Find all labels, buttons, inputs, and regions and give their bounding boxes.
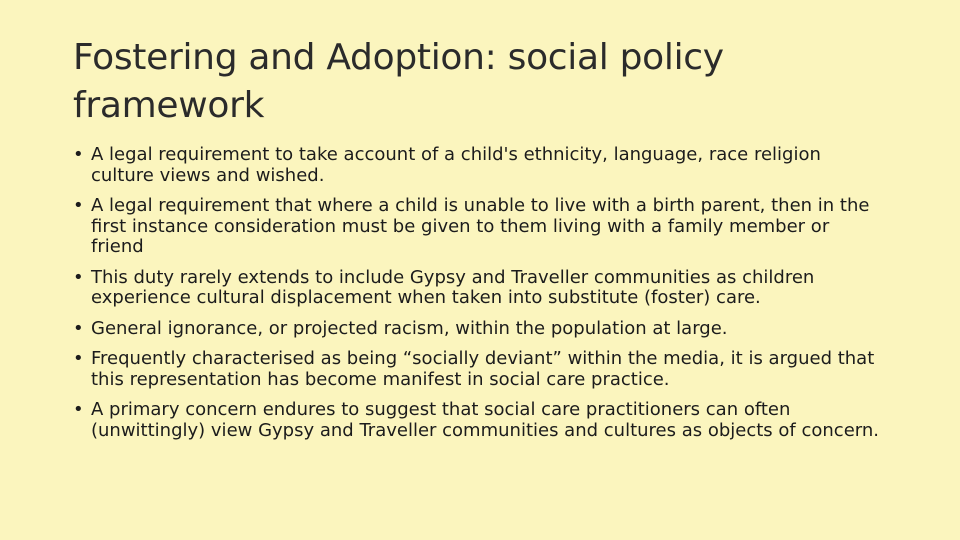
bullet-dot-icon: • — [73, 144, 84, 165]
bullet-text: A legal requirement to take account of a child's ethnicity, language, race religion culture views and wished. — [91, 144, 821, 186]
bullet-text: A primary concern endures to suggest that social care practitioners can often (unwittingly) view Gypsy and Traveller communities and cultures as objects of concern. — [91, 399, 879, 441]
bullet-text: Frequently characterised as being “socially deviant” within the media, it is argued that this representation has become manifest in social care practice. — [91, 348, 875, 390]
bullet-dot-icon: • — [73, 266, 84, 288]
bullet-item — [73, 349, 883, 390]
bullet-dot-icon: • — [73, 195, 84, 216]
bullet-text: This duty rarely extends to include Gypsy and Traveller communities as children experience cultural displacement when taken into substitute (foster) care. — [91, 266, 815, 308]
bullet-item — [73, 400, 883, 441]
bullet-item — [73, 196, 883, 258]
slide-title: Fostering and Adoption: social policy framework — [73, 37, 724, 126]
bullet-dot-icon: • — [73, 317, 84, 339]
bullet-item — [73, 319, 883, 340]
bullet-list — [73, 145, 883, 451]
bullet-dot-icon: • — [73, 399, 84, 420]
bullet-item — [73, 145, 883, 186]
bullet-text: General ignorance, or projected racism, within the population at large. — [91, 317, 728, 339]
bullet-text: A legal requirement that where a child is unable to live with a birth parent, then in the first instance consideration must be given to them living with a family member or friend — [91, 195, 870, 257]
bullet-dot-icon: • — [73, 348, 84, 369]
bullet-item — [73, 268, 883, 309]
